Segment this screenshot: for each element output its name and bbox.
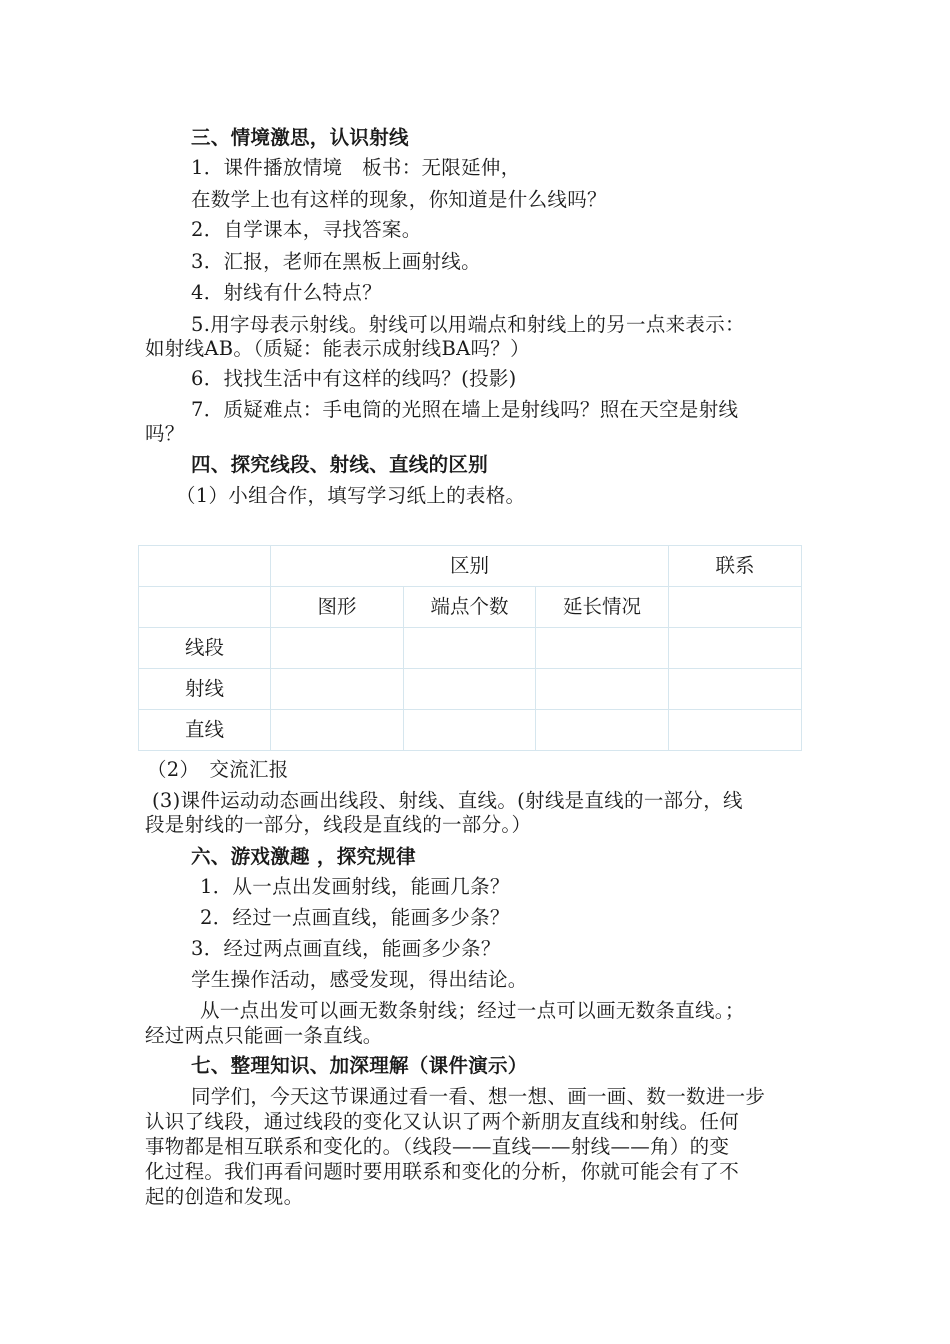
paragraph-line: 6．找找生活中有这样的线吗？(投影)	[191, 367, 517, 390]
table-subheader-row	[139, 587, 802, 628]
paragraph-line: 1．从一点出发画射线，能画几条？	[200, 875, 510, 898]
table-cell	[536, 669, 669, 710]
table-cell	[669, 669, 802, 710]
paragraph-line: 起的创造和发现。	[145, 1185, 304, 1208]
paragraph-line: 认识了线段，通过线段的变化又认识了两个新朋友直线和射线。任何	[145, 1110, 740, 1133]
paragraph-line: 学生操作活动，感受发现，得出结论。	[191, 968, 528, 991]
section-3-heading: 三、情境激思，认识射线	[191, 126, 409, 149]
table-cell	[404, 669, 536, 710]
section-4-heading: 四、探究线段、射线、直线的区别	[191, 453, 489, 476]
paragraph-line: （1）小组合作，填写学习纸上的表格。	[176, 484, 526, 507]
section-6-heading: 六、游戏激趣 ，探究规律	[191, 845, 416, 868]
paragraph-line: 3．经过两点画直线，能画多少条？	[191, 937, 501, 960]
table-subheader: 延长情况	[536, 587, 669, 628]
table-cell	[271, 628, 404, 669]
table-header-relation: 联系	[669, 546, 802, 587]
table-subheader: 图形	[271, 587, 404, 628]
table-cell	[536, 710, 669, 751]
table-row	[139, 710, 802, 751]
table-cell	[669, 710, 802, 751]
table-cell	[669, 587, 802, 628]
paragraph-line: （2） 交流汇报	[147, 758, 289, 781]
paragraph-line: 在数学上也有这样的现象，你知道是什么线吗？	[191, 188, 607, 211]
paragraph-line: (3)课件运动动态画出线段、射线、直线。(射线是直线的一部分，线	[152, 789, 743, 812]
table-cell	[271, 669, 404, 710]
table-cell	[271, 710, 404, 751]
paragraph-line: 同学们，今天这节课通过看一看、想一想、画一画、数一数进一步	[191, 1085, 766, 1108]
table-row	[139, 669, 802, 710]
paragraph-line: 7．质疑难点：手电筒的光照在墙上是射线吗？照在天空是射线	[191, 398, 739, 421]
table-header-difference: 区别	[271, 546, 669, 587]
table-cell	[536, 628, 669, 669]
paragraph-line: 5.用字母表示射线。射线可以用端点和射线上的另一点来表示：	[191, 313, 745, 336]
table-header-row	[139, 546, 802, 587]
table-cell	[404, 710, 536, 751]
paragraph-line: 从一点出发可以画无数条射线；经过一点可以画无数条直线。；	[200, 999, 745, 1022]
paragraph-line: 2．经过一点画直线，能画多少条？	[200, 906, 510, 929]
paragraph-line: 2．自学课本，寻找答案。	[191, 218, 422, 241]
table-cell	[139, 546, 271, 587]
paragraph-line: 如射线AB。（质疑：能表示成射线BA吗？）	[145, 337, 530, 360]
comparison-table	[138, 545, 802, 751]
paragraph-line: 经过两点只能画一条直线。	[145, 1024, 383, 1047]
table-row	[139, 628, 802, 669]
table-cell	[669, 628, 802, 669]
paragraph-line: 化过程。我们再看问题时要用联系和变化的分析，你就可能会有了不	[145, 1160, 740, 1183]
table-subheader: 端点个数	[404, 587, 536, 628]
paragraph-line: 4．射线有什么特点？	[191, 281, 382, 304]
paragraph-line: 事物都是相互联系和变化的。（线段——直线——射线——角）的变	[145, 1135, 730, 1158]
section-7-heading: 七、整理知识、加深理解（课件演示）	[191, 1054, 528, 1077]
paragraph-line: 段是射线的一部分，线段是直线的一部分。）	[145, 813, 532, 836]
table-cell	[139, 587, 271, 628]
paragraph-line: 3．汇报，老师在黑板上画射线。	[191, 250, 481, 273]
table-cell	[404, 628, 536, 669]
table-row-label: 射线	[139, 669, 271, 710]
paragraph-line: 吗？	[145, 422, 185, 445]
table-row-label: 线段	[139, 628, 271, 669]
paragraph-line: 1．课件播放情境 板书：无限延伸，	[191, 156, 521, 179]
table-row-label: 直线	[139, 710, 271, 751]
